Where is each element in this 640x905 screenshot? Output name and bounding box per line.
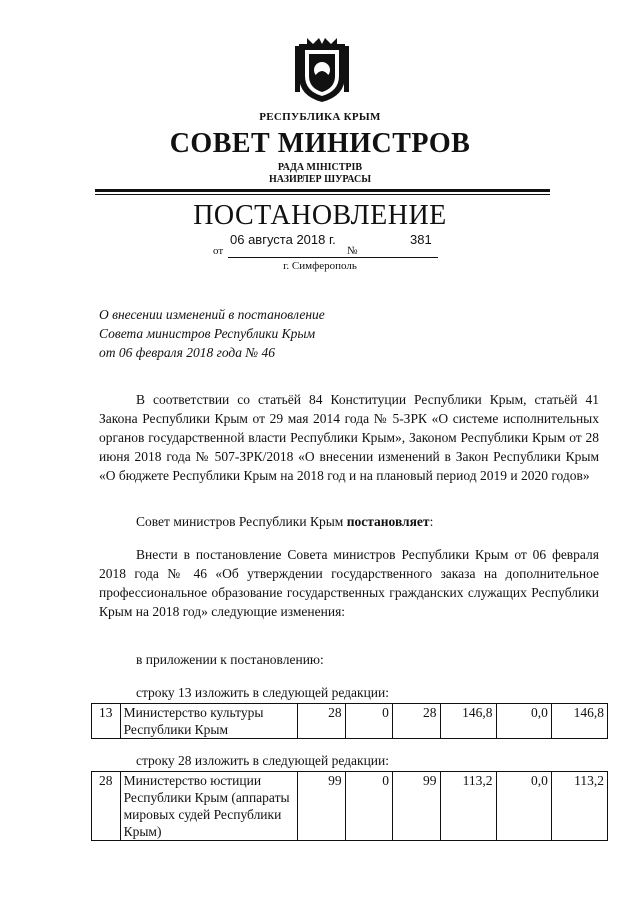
decree-number: 381 — [410, 232, 432, 247]
council-name: СОВЕТ МИНИСТРОВ — [169, 128, 471, 159]
republic-name: РЕСПУБЛИКА КРЫМ — [259, 111, 381, 123]
city: г. Симферополь — [283, 260, 357, 272]
table-row — [92, 772, 608, 841]
council-name-ukrainian: РАДА МІНІСТРІВ — [277, 162, 363, 173]
table-cell: 113,2 — [551, 772, 607, 841]
table-cell: 0,0 — [496, 704, 551, 739]
resolution-paragraph — [99, 512, 599, 531]
table-row — [92, 704, 608, 739]
council-name-crimean-tatar: НАЗИРЛЕР ШУРАСЫ — [268, 174, 372, 185]
row13-table — [91, 703, 608, 739]
subject-line: Совета министров Республики Крым — [99, 326, 316, 341]
appendix-note: в приложении к постановлению: — [136, 652, 324, 667]
table-cell: 0 — [345, 704, 392, 739]
table-cell: 146,8 — [551, 704, 607, 739]
document-title: ПОСТАНОВЛЕНИЕ — [193, 200, 447, 231]
decree-subject — [99, 305, 499, 362]
table-cell: 146,8 — [440, 704, 496, 739]
number-label: № — [347, 245, 358, 257]
row28-table — [91, 771, 608, 841]
preamble-text: В соответствии со статьёй 84 Конституции Республики Крым, статьёй 41 Закона Республики Крым от 29 мая 2014 года № 5-ЗРК «О системе исполнительных органов государственной власти Республики Крым», Законом Республики Крым от 28 июня 2018 года № 507-ЗРК/2018 «О внесении изменений в Закон Республики Крым «О бюджете Республики Крым на 2018 год и на плановый период 2019 и 2020 годов» — [99, 392, 599, 483]
resolution-line — [99, 512, 599, 531]
date-underline — [228, 257, 438, 258]
subject-line: О внесении изменений в постановление — [99, 307, 325, 322]
ministry-name: Министерство культуры Республики Крым — [120, 704, 297, 739]
table-cell: 0,0 — [496, 772, 551, 841]
table-cell: 0 — [345, 772, 392, 841]
resolution-prefix: Совет министров Республики Крым — [136, 514, 347, 529]
crimea-emblem-icon — [293, 36, 351, 104]
preamble-paragraph — [99, 390, 599, 485]
row-number: 28 — [92, 772, 121, 841]
resolution-suffix: : — [429, 514, 434, 529]
row28-instruction: строку 28 изложить в следующей редакции: — [136, 753, 390, 768]
subject-line: от 06 февраля 2018 года № 46 — [99, 345, 275, 360]
amendment-paragraph — [99, 545, 599, 621]
ministry-name: Министерство юстиции Республики Крым (аппараты мировых судей Республики Крым) — [120, 772, 298, 841]
decree-date: 06 августа 2018 г. — [230, 232, 336, 247]
row-number: 13 — [92, 704, 121, 739]
table-cell: 28 — [298, 704, 346, 739]
table-cell: 28 — [392, 704, 440, 739]
table-cell: 99 — [392, 772, 440, 841]
header-rule-thin — [95, 194, 550, 195]
resolution-verb: постановляет — [346, 514, 430, 529]
amendment-text: Внести в постановление Совета министров Республики Крым от 06 февраля 2018 года № 46 «Об утверждении государственного заказа на дополнительное профессиональное образование государственных гражданских служащих Республики Крым на 2018 год» следующие изменения: — [99, 547, 599, 619]
row13-instruction: строку 13 изложить в следующей редакции: — [136, 685, 390, 700]
header-rule-thick — [95, 189, 550, 192]
table-cell: 113,2 — [440, 772, 496, 841]
table-cell: 99 — [298, 772, 346, 841]
date-prefix: от — [213, 245, 224, 257]
